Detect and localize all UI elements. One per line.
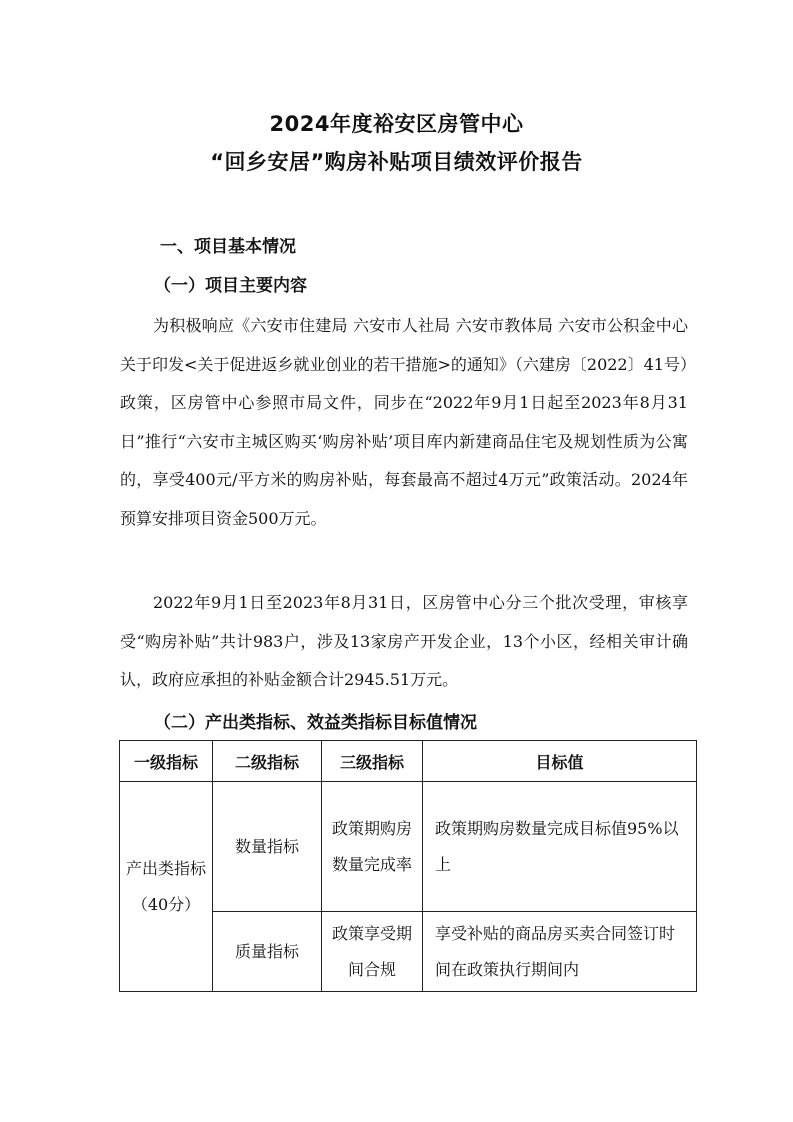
paragraph-policy: 为积极响应《六安市住建局 六安市人社局 六安市教体局 六安市公积金中心关于印发<关于促进返乡就业创业的若干措施>的通知》（六建房〔2022〕41号）政策，区房管中心参照市局文件，同步在“2022年9月1日起至2023年8月31日”推行“六安市主城区购买‘购房补贴’项目库内新建商品住宅及规划性质为公寓的，享受400元/平方米的购房补贴，每套最高不超过4万元”政策活动。2024年预算安排项目资金500万元。 (120, 316, 688, 528)
subsection-heading-indicators: （二）产出类指标、效益类指标目标值情况 (154, 713, 477, 733)
cell-target: 享受补贴的商品房买卖合同签订时间在政策执行期间内 (423, 912, 697, 992)
paragraph-subsidy-summary: 2022年9月1日至2023年8月31日，区房管中心分三个批次受理，审核享受“购房补贴”共计983户，涉及13家房产开发企业，13个小区，经相关审计确认，政府应承担的补贴金额合计2945.51万元。 (120, 593, 688, 689)
section-heading: 一、项目基本情况 (160, 237, 296, 257)
header-level1: 一级指标 (120, 741, 213, 782)
cell-level1: 产出类指标（40分） (120, 782, 213, 992)
table-header-row (120, 741, 697, 782)
cell-level3: 政策享受期间合规 (322, 912, 423, 992)
table-row (120, 782, 697, 912)
document-title-line1: 2024年度裕安区房管中心 (269, 112, 524, 136)
cell-level2: 数量指标 (213, 782, 322, 912)
header-level2: 二级指标 (213, 741, 322, 782)
cell-level3: 政策期购房数量完成率 (322, 782, 423, 912)
header-target: 目标值 (423, 741, 697, 782)
cell-target: 政策期购房数量完成目标值95%以上 (423, 782, 697, 912)
header-level3: 三级指标 (322, 741, 423, 782)
document-title-line2: “回乡安居”购房补贴项目绩效评价报告 (210, 150, 583, 174)
cell-level2: 质量指标 (213, 912, 322, 992)
subsection-heading-content: （一）项目主要内容 (154, 276, 307, 296)
indicator-table (119, 740, 697, 992)
